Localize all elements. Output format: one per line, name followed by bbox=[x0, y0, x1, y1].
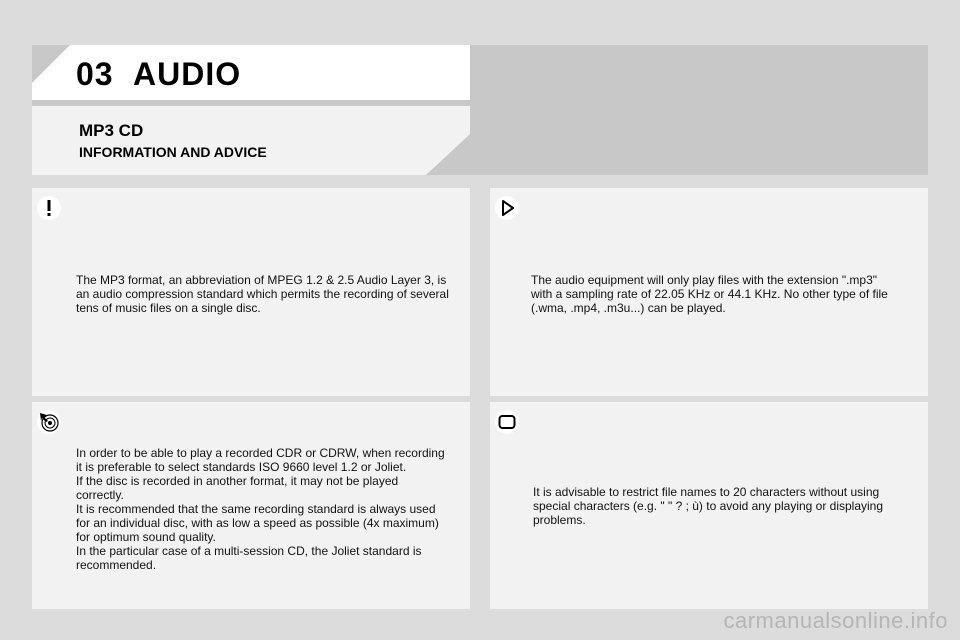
chapter-number: 03 bbox=[76, 56, 114, 92]
disc-pointer-icon bbox=[37, 410, 61, 434]
watermark: carmanualsonline.info bbox=[723, 608, 948, 633]
rounded-square-icon bbox=[495, 410, 519, 434]
info-text-mp3-format: The MP3 format, an abbreviation of MPEG 1.2 & 2.5 Audio Layer 3, is an audio compression standard which permits the recording of several tens of music files on a single disc. bbox=[76, 273, 449, 315]
chapter-title: AUDIO bbox=[133, 56, 242, 92]
section-title: MP3 CD bbox=[79, 121, 144, 140]
info-text-file-extension: The audio equipment will only play files with the extension ".mp3" with a sampling rate of 22.05 KHz or 44.1 KHz. No other type of file (.wma, .mp4, .m3u...) can be played. bbox=[531, 273, 888, 315]
exclamation-icon bbox=[37, 196, 61, 220]
info-text-recording-standard: In order to be able to play a recorded CDR or CDRW, when recording it is preferable to select standards ISO 9660 level 1.2 or Joliet. If the disc is recorded in another format, it may not be played correctly. It is recommended that the same recording standard is always used for an individual disc, with as low a speed as possible (4x maximum) for optimum sound quality. In the particular case of a multi-session CD, the Joliet standard is recommended. bbox=[76, 446, 445, 572]
play-triangle-icon bbox=[495, 196, 519, 220]
section-subtitle: INFORMATION AND ADVICE bbox=[79, 144, 267, 160]
info-text-file-names: It is advisable to restrict file names to 20 characters without using special characters (e.g. " " ? ; ù) to avoid any playing or displaying problems. bbox=[533, 485, 884, 527]
